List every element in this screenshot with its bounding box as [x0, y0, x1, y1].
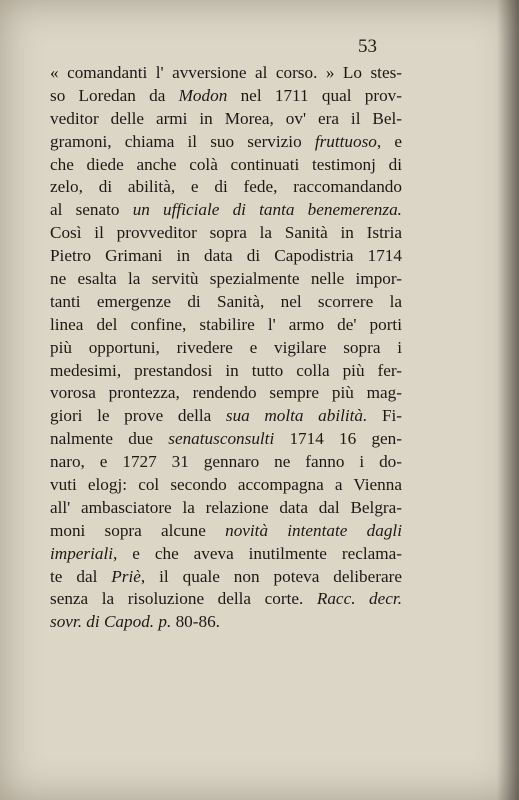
text-run: Così il provveditor sopra la Sanità in Istria — [50, 223, 402, 243]
text-line — [50, 428, 402, 451]
text-line — [50, 222, 402, 245]
text-run: Fi- — [367, 406, 403, 426]
text-run: senza la risoluzione della corte. — [50, 589, 317, 609]
text-run: veditor delle armi in Morea, ov' era il Bel- — [50, 108, 402, 128]
text-run: , e che aveva inutilmente reclama- — [113, 543, 402, 563]
text-line — [50, 405, 402, 428]
text-line — [50, 268, 402, 291]
text-line — [50, 474, 402, 497]
text-run: zelo, di abilità, e di fede, raccomandando — [50, 177, 402, 197]
text-line — [50, 611, 402, 634]
text-line — [50, 543, 402, 566]
text-run: al senato — [50, 200, 133, 220]
page-number: 53 — [358, 36, 377, 57]
text-line — [50, 108, 402, 131]
text-line — [50, 199, 402, 222]
text-line — [50, 176, 402, 199]
page-binding-shadow — [497, 0, 519, 800]
text-line — [50, 520, 402, 543]
text-run: te dal — [50, 566, 112, 586]
text-run: , e — [376, 131, 402, 151]
italic-run: fruttuoso — [314, 131, 377, 151]
text-run: medesimi, prestandosi in tutto colla più fer- — [50, 360, 402, 380]
text-run: all' ambasciatore la relazione data dal Belgra- — [50, 497, 402, 517]
text-line — [50, 245, 402, 268]
text-run: , il quale non poteva deliberare — [140, 566, 402, 586]
text-run: gramoni, chiama il suo servizio — [50, 131, 315, 151]
text-run: nel 1711 qual prov- — [227, 85, 402, 105]
text-run: 80-86. — [171, 612, 220, 632]
text-line — [50, 497, 402, 520]
text-line — [50, 588, 402, 611]
italic-run: imperiali — [50, 543, 114, 563]
text-run: 1714 16 gen- — [274, 429, 402, 449]
italic-run: senatusconsulti — [168, 429, 275, 449]
text-run: linea del confine, stabilire l' armo de' porti — [50, 314, 402, 334]
body-text — [50, 62, 402, 634]
text-line — [50, 382, 402, 405]
text-run: nalmente due — [50, 429, 169, 449]
text-line — [50, 337, 402, 360]
text-line — [50, 131, 402, 154]
text-line — [50, 62, 402, 85]
text-run: più opportuni, rivedere e vigilare sopra i — [50, 337, 402, 357]
italic-run: Priè — [111, 566, 141, 586]
text-line — [50, 360, 402, 383]
text-run: Pietro Grimani in data di Capodistria 1714 — [50, 246, 402, 266]
text-run: « comandanti l' avversione al corso. » Lo stes- — [50, 63, 402, 82]
text-run: giori le prove della — [50, 406, 226, 426]
text-run: vuti elogj: col secondo accompagna a Vienna — [50, 475, 402, 495]
text-line — [50, 566, 402, 589]
italic-run: sua molta abilità. — [225, 406, 368, 426]
text-line — [50, 154, 402, 177]
text-line — [50, 314, 402, 337]
italic-run: un ufficiale di tanta benemerenza. — [132, 200, 402, 220]
text-run: naro, e 1727 31 gennaro ne fanno i do- — [50, 452, 402, 472]
text-run: so Loredan da — [50, 85, 179, 105]
text-run: moni sopra alcune — [50, 520, 226, 540]
text-line — [50, 85, 402, 108]
text-run: che diede anche colà continuati testimonj di — [50, 154, 402, 174]
text-run: tanti emergenze di Sanità, nel scorrere la — [50, 291, 402, 311]
italic-run: sovr. di Capod. p. — [50, 612, 172, 632]
text-run: ne esalta la servitù spezialmente nelle impor- — [50, 269, 402, 289]
text-line — [50, 451, 402, 474]
italic-run: Racc. decr. — [316, 589, 402, 609]
italic-run: novità intentate dagli — [225, 520, 402, 540]
text-line — [50, 291, 402, 314]
italic-run: Modon — [178, 85, 228, 105]
text-run: vorosa prontezza, rendendo sempre più mag- — [50, 383, 402, 403]
